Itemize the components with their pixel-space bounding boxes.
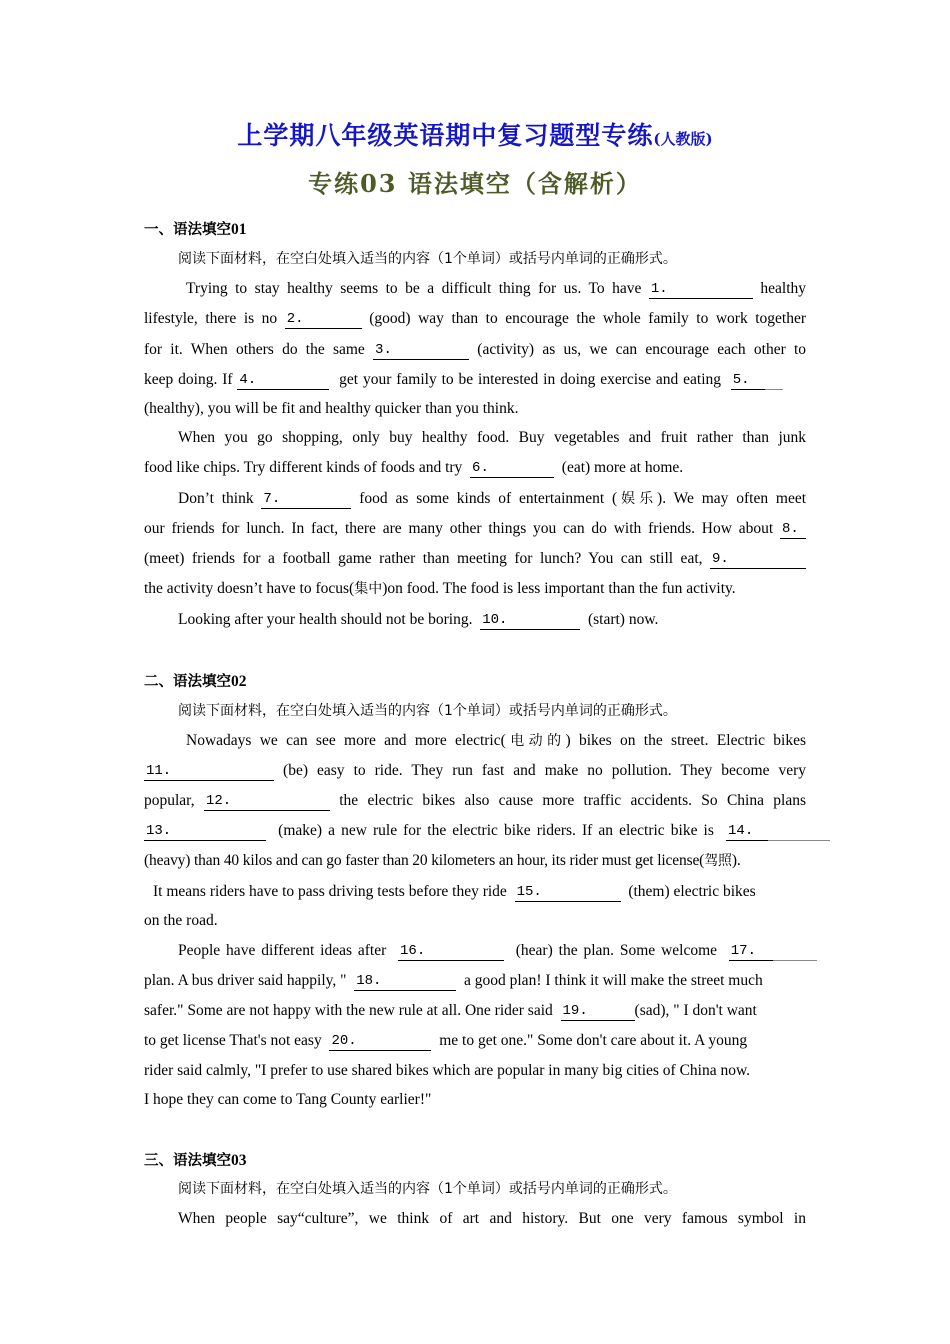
blank-19[interactable]: 19. [561, 1002, 635, 1021]
blank-6[interactable]: 6. [470, 459, 554, 478]
section-heading-01 [144, 218, 247, 239]
passage-line [144, 971, 806, 991]
text: the activity doesn’t have to focus( [144, 580, 355, 597]
text: (make) a new rule for the electric bike riders. If an electric bike is [278, 822, 714, 839]
passage-line [186, 731, 806, 751]
passage-line [144, 1001, 806, 1021]
text: healthy [760, 280, 807, 297]
text: )on food. The food is less important than the fun activity. [382, 580, 736, 597]
text: lifestyle, there is no [144, 310, 278, 327]
title-main-text: 上学期八年级英语期中复习题型专练 [237, 121, 654, 150]
passage-line [144, 458, 806, 478]
text: a good plan! I think it will make the street much [464, 972, 763, 989]
title-edition-text: (人教版) [653, 130, 713, 148]
text: (eat) more at home. [561, 459, 684, 476]
text: ). [731, 852, 741, 869]
text: food as some kinds of entertainment ( [359, 490, 618, 507]
blank-7[interactable]: 7. [261, 490, 351, 509]
blank-14[interactable]: 14. [726, 822, 768, 841]
passage-line [144, 791, 806, 811]
section-label: 一、语法填空 [144, 222, 231, 238]
section-label: 三、语法填空 [144, 1153, 231, 1169]
text: ) bikes on the street. Electric bikes [565, 732, 807, 749]
blank-8[interactable]: 8. [780, 520, 806, 539]
section-heading-02 [144, 670, 247, 691]
section-number: 01 [231, 221, 247, 238]
blank-11[interactable]: 11. [144, 762, 274, 781]
text: (be) easy to ride. They run fast and make no pollution. They become very [283, 762, 807, 779]
text: It means riders have to pass driving tests before they ride [153, 883, 507, 900]
section-instruction: 阅读下面材料，在空白处填入适当的内容（1个单词）或括号内单词的正确形式。 [178, 1181, 677, 1197]
blank-15[interactable]: 15. [515, 883, 621, 902]
text: (them) electric bikes [628, 883, 756, 900]
text-cn: 娱乐 [617, 491, 658, 507]
passage-line: When you go shopping, only buy healthy food. Buy vegetables and fruit rather than junk [178, 429, 806, 446]
text: (sad), " I don't want [634, 1002, 757, 1019]
passage-line [144, 340, 806, 360]
blank-18[interactable]: 18. [354, 972, 456, 991]
blank-4[interactable]: 4. [237, 371, 329, 390]
blank-9[interactable]: 9. [710, 550, 806, 569]
passage-line [144, 821, 868, 841]
blank-17-extension [773, 942, 817, 961]
blank-5[interactable]: 5. [731, 371, 765, 390]
passage-line [178, 941, 850, 961]
passage-line [144, 309, 806, 329]
passage-line [144, 549, 806, 569]
blank-10[interactable]: 10. [480, 611, 580, 630]
page-title [0, 116, 950, 152]
section-number: 02 [231, 673, 247, 690]
page-subtitle: 专练03 语法填空（含解析） [308, 169, 642, 198]
text: (meet) friends for a football game rather than meeting for lunch? You can still eat, [144, 550, 703, 567]
passage-line: (healthy), you will be fit and healthy quicker than you think. [144, 400, 519, 417]
text: Nowadays we can see more and more electric( [186, 732, 506, 749]
blank-16[interactable]: 16. [398, 942, 504, 961]
text: Don’t think [178, 490, 254, 507]
text: the electric bikes also cause more traffic accidents. So China plans [339, 792, 807, 809]
section-label: 二、语法填空 [144, 674, 231, 690]
text: keep doing. If [144, 371, 233, 388]
passage-line [144, 851, 806, 871]
passage-line [178, 610, 806, 630]
passage-line [186, 279, 806, 299]
section-heading-03 [144, 1149, 247, 1170]
section-instruction: 阅读下面材料，在空白处填入适当的内容（1个单词）或括号内单词的正确形式。 [178, 251, 677, 267]
blank-1[interactable]: 1. [649, 280, 753, 299]
section-number: 03 [231, 1152, 247, 1169]
text: (activity) as us, we can encourage each other to [477, 341, 807, 358]
blank-3[interactable]: 3. [373, 341, 469, 360]
blank-5-extension [765, 371, 783, 390]
text: (heavy) than 40 kilos and can go faster than 20 kilometers an hour, its rider must get license( [144, 852, 705, 869]
passage-line [144, 579, 806, 599]
text: plan. A bus driver said happily, " [144, 972, 347, 989]
text-cn: 集中 [354, 581, 383, 597]
blank-17[interactable]: 17. [729, 942, 773, 961]
text: Looking after your health should not be boring. [178, 611, 473, 628]
blank-13[interactable]: 13. [144, 822, 266, 841]
text: (start) now. [587, 611, 659, 628]
text: for it. When others do the same [144, 341, 365, 358]
text: popular, [144, 792, 195, 809]
section-instruction: 阅读下面材料，在空白处填入适当的内容（1个单词）或括号内单词的正确形式。 [178, 703, 677, 719]
text: me to get one." Some don't care about it. A young [439, 1032, 748, 1049]
text: Trying to stay healthy seems to be a difficult thing for us. To have [186, 280, 642, 297]
text: food like chips. Try different kinds of foods and try [144, 459, 463, 476]
text: (good) way than to encourage the whole family to work together [369, 310, 807, 327]
text-cn: 驾照 [704, 853, 732, 869]
text: our friends for lunch. In fact, there are many other things you can do with friends. How about [144, 520, 774, 537]
blank-2[interactable]: 2. [285, 310, 362, 329]
passage-line [144, 519, 806, 539]
blank-14-extension [768, 822, 830, 841]
text: (hear) the plan. Some welcome [515, 942, 718, 959]
text-cn: 电动的 [505, 733, 566, 749]
blank-20[interactable]: 20. [329, 1032, 431, 1051]
passage-line: rider said calmly, "I prefer to use shared bikes which are popular in many big cities of China now. [144, 1062, 751, 1079]
text: People have different ideas after [178, 942, 387, 959]
text: ). We may often meet [657, 490, 807, 507]
text: get your family to be interested in doing exercise and eating [339, 371, 722, 388]
passage-line: When people say“culture”, we think of art and history. But one very famous symbol in [178, 1210, 806, 1227]
passage-line [153, 882, 815, 902]
passage-line [144, 370, 824, 390]
passage-line [178, 489, 806, 509]
passage-line: I hope they can come to Tang County earlier!" [144, 1091, 432, 1108]
text: to get license That's not easy [144, 1032, 322, 1049]
blank-12[interactable]: 12. [204, 792, 330, 811]
passage-line [144, 1031, 806, 1051]
passage-line [144, 761, 806, 781]
passage-line: on the road. [144, 912, 218, 929]
text: safer." Some are not happy with the new rule at all. One rider said [144, 1002, 553, 1019]
